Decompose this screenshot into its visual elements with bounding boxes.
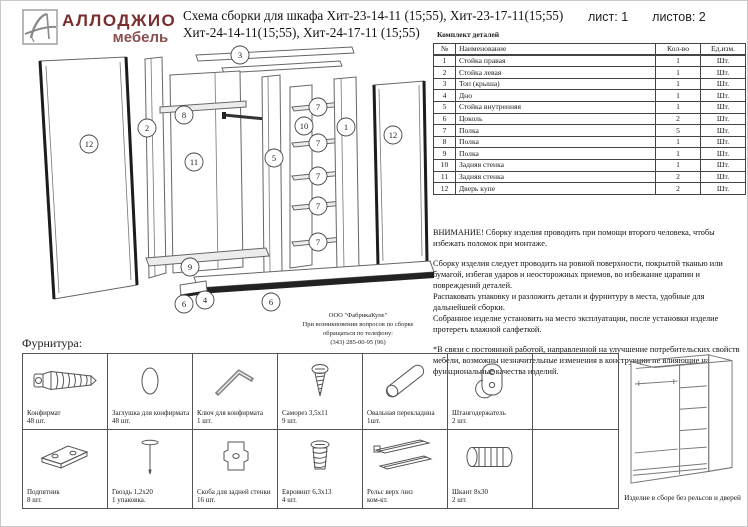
furniture-item-name: Шкант 8х30 [452, 487, 489, 496]
parts-table-caption: Комплект деталей [437, 30, 500, 39]
sheets-total: листов: 2 [652, 10, 706, 24]
svg-text:5: 5 [271, 153, 277, 163]
foot-pad-icon [23, 434, 107, 480]
svg-text:7: 7 [315, 102, 321, 112]
furniture-item-qty: 1шт. [367, 417, 381, 426]
callout-inner-5 [265, 149, 283, 167]
sheet-number: лист: 1 [588, 10, 629, 24]
furniture-item-euro-screw [278, 430, 363, 508]
furniture-item-name: Рельс верх /низ [367, 487, 413, 496]
parts-table-body [434, 55, 746, 194]
brand-name [62, 11, 176, 46]
furniture-item-foot-pad [23, 430, 108, 508]
furniture-item-qty: 8 шт. [27, 496, 42, 505]
manufacturer-name: ООО "ФабрикаКупе" [328, 312, 388, 319]
svg-text:7: 7 [315, 201, 321, 211]
furniture-item-name: Конфирмат [27, 408, 61, 417]
furniture-item-qty: 16 шт. [197, 496, 216, 505]
parts-table-row: 8 Полка 1 Шт. [434, 136, 746, 148]
callout-door-left [80, 135, 98, 153]
furniture-item-confirmat [23, 354, 108, 430]
assembled-cabinet-caption: Изделие в сборе без рельсов и дверей [624, 493, 741, 502]
oval-rod-icon [363, 358, 447, 404]
furniture-item-nail [108, 430, 193, 508]
callout-top-3 [231, 46, 249, 64]
furniture-item-name: Штангодержатель [452, 408, 506, 417]
furniture-item-dowel [448, 430, 533, 508]
svg-text:12: 12 [84, 139, 94, 149]
callout-shelf-7c [309, 167, 327, 185]
warning-text: ВНИМАНИЕ! Сборку изделия проводить при помощи второго человека, чтобы избежать поломок при монтаже. [433, 228, 715, 249]
parts-table-row: 2 Стойка левая 1 Шт. [434, 67, 746, 79]
svg-text:1: 1 [343, 122, 349, 132]
furniture-item-cap [108, 354, 193, 430]
callout-shelf-7e [309, 233, 327, 251]
manufacturer-phone: (343) 285-00-95 (96) [330, 339, 386, 347]
parts-table-row: 5 Стойка внутренняя 1 Шт. [434, 101, 746, 113]
brand-name-line2: мебель [112, 29, 169, 46]
callout-side-left [138, 119, 156, 137]
parts-table-row: 3 Топ (крыша) 1 Шт. [434, 78, 746, 90]
euro-screw-icon [278, 434, 362, 480]
callout-shelf-7d [309, 197, 327, 215]
furniture-item-name: Заглушка для конфирмата [112, 408, 190, 417]
cap-icon [108, 358, 192, 404]
page-title-line2: Хит-24-14-11(15;55), Хит-24-17-11 (15;55) [183, 24, 420, 40]
furniture-section-title: Фурнитура: [22, 336, 83, 350]
parts-table-row: 9 Полка 1 Шт. [434, 148, 746, 160]
svg-text:3: 3 [237, 50, 243, 60]
furniture-item-name: Евровинт 6,3х13 [282, 487, 332, 496]
furniture-cell-empty-2 [533, 430, 618, 508]
svg-text:2: 2 [144, 123, 150, 133]
furniture-item-name: Ключ для конфирмата [197, 408, 263, 417]
furniture-item-rod-holder [448, 354, 533, 430]
parts-table-row: 1 Стойка правая 1 Шт. [434, 55, 746, 67]
callout-side-1 [337, 118, 355, 136]
callout-shelf-7b [309, 134, 327, 152]
furniture-item-name: Подпятник [27, 487, 60, 496]
callout-back-11 [185, 153, 203, 171]
assembled-cabinet-drawing [619, 349, 746, 485]
svg-text:12: 12 [388, 130, 398, 140]
disclaimer-text: *В связи с постоянной работой, направленной на улучшение потребительских свойств мебели, возможны незначительные изменения в конструкции не влияющие на функциональные качества изделий. [433, 345, 740, 377]
furniture-item-qty: 2 шт. [452, 496, 467, 505]
furniture-item-qty: 48 шт. [112, 417, 131, 426]
furniture-item-self-tapping-screw [278, 354, 363, 430]
callout-shelf-9 [181, 258, 199, 276]
parts-table-row: 4 Дно 1 Шт. [434, 90, 746, 102]
callout-back-10 [295, 117, 313, 135]
page-title-line1: Схема сборки для шкафа Хит-23-14-11 (15;55), Хит-23-17-11(15;55) [183, 8, 564, 23]
furniture-item-hex-key [193, 354, 278, 430]
furniture-table [22, 353, 619, 509]
dowel-icon [448, 434, 532, 480]
manufacturer-note [288, 311, 428, 347]
svg-text:7: 7 [315, 171, 321, 181]
page-title [183, 8, 573, 41]
exploded-assembly-diagram [10, 45, 434, 347]
brand-logo [22, 9, 58, 45]
callout-shelf-8 [175, 106, 193, 124]
self-tapping-screw-icon [278, 358, 362, 404]
manufacturer-note-line3: обращаться по телефону: [323, 330, 393, 338]
parts-table-row: 10 Задняя стенка 1 Шт. [434, 159, 746, 171]
manufacturer-note-line2: При возникновении вопросов по сборке [302, 321, 414, 329]
svg-text:10: 10 [299, 121, 309, 131]
rail-icon [363, 434, 447, 480]
furniture-item-back-wall-bracket [193, 430, 278, 508]
hex-key-icon [193, 358, 277, 404]
svg-text:4: 4 [202, 295, 208, 305]
notice-paragraph-2: Распаковать упаковку и разложить детали и фурнитуру в места, удобные для дальнейшей сборки. [433, 292, 705, 313]
callout-shelf-7a [309, 98, 327, 116]
callout-door-right [384, 126, 402, 144]
rod-holder-icon [448, 358, 532, 404]
parts-table-row: 12 Дверь купе 2 Шт. [434, 183, 746, 195]
parts-table-row: 6 Цоколь 2 Шт. [434, 113, 746, 125]
svg-text:6: 6 [181, 299, 187, 309]
callout-bottom-4 [196, 291, 214, 309]
callout-plinth-6b [262, 293, 280, 311]
assembled-cabinet [619, 349, 746, 502]
furniture-item-qty: 1 шт. [197, 417, 212, 426]
parts-table-row: 11 Задняя стенка 2 Шт. [434, 171, 746, 183]
svg-text:9: 9 [187, 262, 193, 272]
svg-text:6: 6 [268, 297, 274, 307]
brand-logo-icon [22, 9, 58, 45]
nail-icon [108, 434, 192, 480]
parts-table-row: 7 Полка 5 Шт. [434, 125, 746, 137]
parts-table-header-row [434, 44, 746, 56]
furniture-item-qty: 48 шт. [27, 417, 46, 426]
furniture-item-qty: 4 шт. [282, 496, 297, 505]
confirmat-screw-icon [23, 358, 107, 404]
furniture-item-rail [363, 430, 448, 508]
furniture-item-qty: 2 шт. [452, 417, 467, 426]
col-qty: Кол-во [656, 44, 701, 56]
furniture-item-qty: ком-кт. [367, 496, 388, 505]
furniture-item-name: Овальная перекладина [367, 408, 435, 417]
furniture-item-qty: 1 упаковка. [112, 496, 146, 505]
furniture-cell-empty-1 [533, 354, 618, 430]
parts-table [433, 43, 746, 195]
furniture-item-name: Саморез 3,5х11 [282, 408, 328, 417]
sheet-info [588, 10, 706, 24]
svg-text:11: 11 [189, 157, 199, 167]
exploded-assembly-drawing [10, 45, 434, 347]
callout-plinth-6a [175, 295, 193, 313]
furniture-item-name: Гвоздь 1,2х20 [112, 487, 153, 496]
furniture-item-qty: 9 шт. [282, 417, 297, 426]
svg-text:8: 8 [181, 110, 187, 120]
furniture-item-oval-rod [363, 354, 448, 430]
col-number: № [434, 44, 456, 56]
notice-paragraph-1: Сборку изделия следует проводить на ровной поверхности, покрытой тканью или бумагой, избегая ударов и неосторожных приемов, во избежание царапин и повреждений деталей. [433, 259, 723, 291]
svg-text:7: 7 [315, 237, 321, 247]
back-wall-bracket-icon [193, 434, 277, 480]
col-name: Наименование [456, 44, 656, 56]
brand-name-line1: АЛЛОДЖИО [62, 11, 177, 30]
furniture-item-name: Скоба для задней стенки [197, 487, 271, 496]
notice-paragraph-3: Собранное изделие установить на место эксплуатации, после установки изделие протереть влажной салфеткой. [433, 314, 719, 335]
col-unit: Ед.изм. [701, 44, 746, 56]
svg-text:7: 7 [315, 138, 321, 148]
